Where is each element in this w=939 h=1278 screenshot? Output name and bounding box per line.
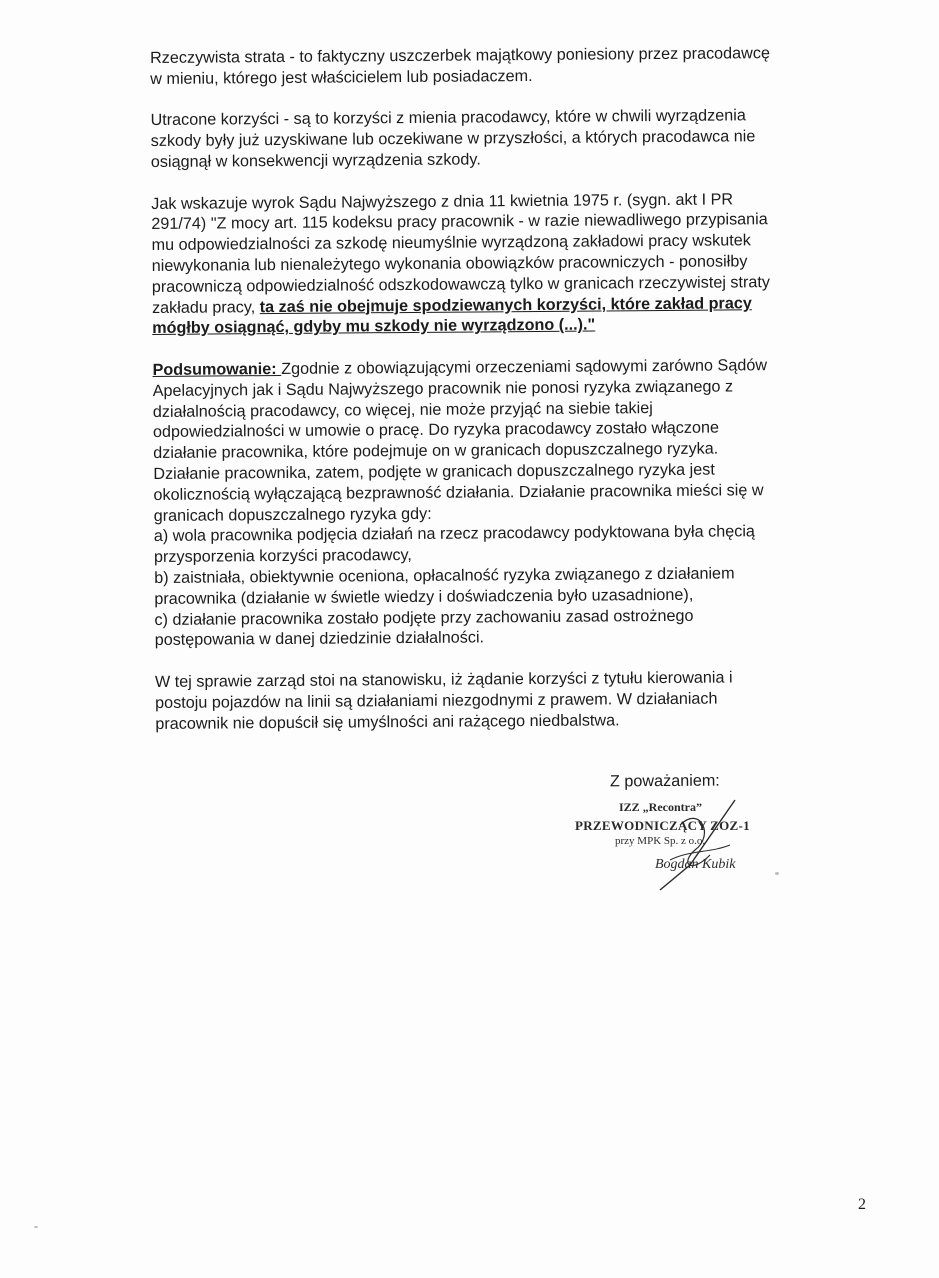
text-line: mu odpowiedzialności za szkodę nieumyślnie wyrządzoną zakładowi pracy wskutek — [151, 231, 751, 255]
text-line: w mieniu, którego jest właścicielem lub posiadaczem. — [150, 66, 533, 88]
plain-text: Zgodnie z obowiązującymi orzeczeniami sądowymi zarówno Sądów — [281, 356, 768, 378]
paragraph-lost-profits — [150, 105, 865, 173]
stamp-title: PRZEWODNICZĄCY ZOZ-1 — [575, 818, 750, 833]
text-line: granicach dopuszczalnego ryzyka gdy: — [153, 504, 432, 525]
paragraph-supreme-court-ruling — [151, 188, 867, 339]
text-line: Apelacyjnych jak i Sądu Najwyższego pracownik nie ponosi ryzyka związanego z — [152, 377, 734, 400]
scan-speck — [775, 872, 779, 875]
plain-text: zakładu pracy, — [151, 297, 260, 317]
text-line: niewykonania lub nienależytego wykonania obowiązków pracowniczych - ponosiłby — [151, 252, 748, 275]
text-line: Jak wskazuje wyrok Sądu Najwyższego z dnia 11 kwietnia 1975 r. (sygn. akt I PR — [151, 190, 734, 213]
text-line: pracownik nie dopuścił się umyślności ani rażącego niedbalstwa. — [155, 710, 620, 733]
text-line: działalnością pracodawcy, co więcej, nie może przyjąć na siebie takiej — [152, 398, 653, 421]
text-line: 291/74) "Z mocy art. 115 kodeksu pracy pracownik - w razie niewadliwego przypisania — [151, 210, 768, 234]
closing-salutation: Z poważaniem: — [609, 771, 720, 791]
list-item-b: b) zaistniała, obiektywnie oceniona, opłacalność ryzyka związanego z działaniem — [154, 564, 735, 587]
paragraph-board-position — [155, 666, 870, 734]
text-line: szkody były już uzyskiwane lub oczekiwane w przyszłości, a których pracodawca nie — [150, 127, 756, 151]
handwritten-signature — [630, 795, 770, 895]
text-line: Działanie pracownika, zatem, podjęte w granicach dopuszczalnego ryzyka jest — [153, 460, 715, 483]
letter-body — [150, 42, 871, 755]
stamp-union-name: IZZ „Recontra” — [619, 800, 702, 814]
text-line: Rzeczywista strata - to faktyczny uszczerbek majątkowy poniesiony przez pracodawcę — [150, 44, 771, 67]
text-line: pracowniczą odpowiedzialność odszkodowawczą tylko w granicach rzeczywistej straty — [151, 272, 771, 296]
text-line: okolicznością wyłączającą bezprawność działania. Działanie pracownika mieści się w — [153, 480, 764, 504]
paragraph-summary — [152, 354, 869, 651]
stamp-organization: przy MPK Sp. z o.o. — [615, 835, 706, 847]
text-line: postoju pojazdów na linii są działaniami niezgodnymi z prawem. W działaniach — [155, 689, 718, 712]
emphasized-quote: ta zaś nie obejmuje spodziewanych korzyści, które zakład pracy — [259, 293, 752, 316]
text-line: Utracone korzyści - są to korzyści z mienia pracodawcy, które w chwili wyrządzenia — [150, 106, 746, 130]
scan-speck — [34, 1226, 38, 1228]
summary-heading: Podsumowanie: — [152, 359, 282, 379]
text-line: działanie pracownika, które podejmuje on w granicach dopuszczalnego ryzyka. — [153, 439, 719, 463]
text-line: W tej sprawie zarząd stoi na stanowisku, iż żądanie korzyści z tytułu kierowania i — [154, 668, 733, 691]
text-line: pracownika (działanie w świetle wiedzy i doświadczenia było uzasadnione), — [154, 585, 694, 608]
stamp-person-name: Bogdan Kubik — [655, 857, 736, 872]
text-line: postępowania w danej dziedzinie działalności. — [154, 628, 485, 650]
list-item-a: a) wola pracownika podjęcia działań na rzecz pracodawcy podyktowana była chęcią — [153, 522, 755, 546]
page-number: 2 — [858, 1196, 866, 1213]
text-line: odpowiedzialności w umowie o pracę. Do ryzyka pracodawcy zostało włączone — [152, 418, 720, 442]
list-item-c: c) działanie pracownika zostało podjęte przy zachowaniu zasad ostrożnego — [154, 606, 694, 629]
emphasized-quote-end: mógłby osiągnąć, gdyby mu szkody nie wyrządzono (...)." — [152, 315, 596, 338]
text-line: przysporzenia korzyści pracodawcy, — [153, 546, 412, 567]
text-line: osiągnął w konsekwencji wyrządzenia szkody. — [150, 150, 481, 171]
paragraph-actual-loss — [150, 42, 865, 89]
